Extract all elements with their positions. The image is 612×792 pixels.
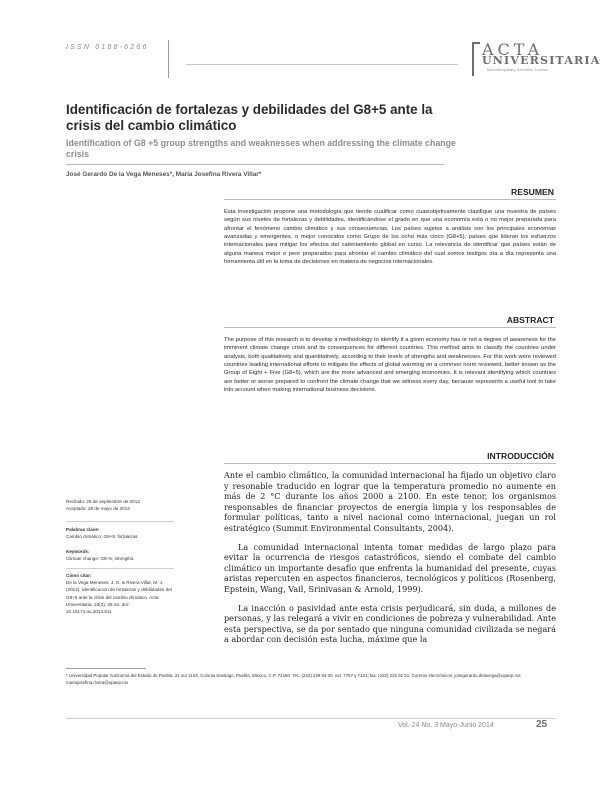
issn-label: ISSN 0188-6266: [66, 44, 149, 51]
article-title: Identificación de fortalezas y debilidades del G8+5 ante la crisis del cambio climático: [66, 102, 433, 133]
resumen-paragraph: Esta investigación propone una metodología que tiende cualificar como cuasiobjetivamente clasifique una muestra de países según sus niveles de fortalezas y debilidades, identificándose el grado en que una economía está o no mejor preparada para afrontar el fenómeno cambio climático y sus consecuencias. Los países sujetos a análisis son los principales economías avanzadas y emergentes, o mejor conocidos como Grupo de los ocho más cinco (G8+5), países que lideran los esfuerzos internacionales para mitigar los efectos del calentamiento global en curso. La relevancia de identificar qué países están de alguna manera mejor o peor preparados para afrontar el cambio climático del cual somos testigos día a día representa una herramienta útil en la toma de decisiones en materia de negocios internacionales.: [224, 209, 556, 266]
intro-paragraph-1: Ante el cambio climático, la comunidad internacional ha fijado un objetivo claro y resonable traducido en lograr que la temperatura promedio no aumente en más de 2 °C durante los años 2000 a 2100. En este tenor, los organismos responsables de financiar proyectos de energía limpia y los responsables de formular políticas, tanto a nivel nacional como internacional, juegan un rol estratégico (Summit Environmental Consultants, 2004).: [224, 470, 556, 533]
footer-rule: [66, 718, 556, 719]
logo-bracket: [472, 42, 480, 76]
abstract-paragraph: The purpose of this research is to develop a methodology to identify if a given economy has or not a degree of awareness for the imminent climate change crisis and its consequences for different countries. This method aims to classify the countries under analysis, both qualitatively and quantitatively, according to their levels of strengths and weaknesses. For this work were reviewed countries leading international efforts to mitigate the effects of global warming on a common norm reviewed, better known as the Group of Eight + Five (G8+5), which are the more advanced and emerging economies. It is relevant identifying which countries are better or worse prepared to confront the climate change that we witness every day, because represents a useful tool to take into account when making international business decisions.: [224, 337, 556, 394]
keywords-en: Climate change; G8+5; strengths.: [66, 556, 135, 562]
issue-info: Vol. 24 No. 3 Mayo-Junio 2014: [398, 722, 494, 729]
cite-label: Cómo citar:: [66, 573, 92, 578]
intro-paragraph-3: La inacción o pasividad ante esta crisis perjudicará, sin duda, a millones de personas, y las relegará a vivir en condiciones de pobreza y vulnerabilidad. Ante esta perspectiva, se da por sentado que ninguna comunidad civilizada se negará a abordar con decisión esta lucha, máxime que la: [224, 602, 556, 645]
side-rule-2: [66, 568, 174, 569]
intro-text: [224, 470, 556, 653]
resumen-text: [224, 208, 556, 266]
logo-universitaria: UNIVERSITARIA: [482, 54, 601, 67]
cite-text: De la Vega Meneses, J. G. & Rivera Villar, M. J. (2014). Identificación de fortalezas y debilidades del G8+5 ante la crisis del cambio climático. Acta Universitaria, 24(3), 25-34. doi: 10.15174.au.2014.511: [66, 580, 172, 615]
footnote: * Universidad Popular Autónoma del Estado de Puebla. 21 sur 1103, Colonia Santiago, Puebla, México, C.P. 72160. Tel.: (222) 229 94 00, ext. 7757 y 7421; fax: (222) 232 52 51. Correos electrónicos: josegerardo.delavega@upaep.mx; mariajosefina.rivera@upaep.mx: [66, 673, 522, 686]
title-rule: [66, 164, 444, 165]
side-rule-1: [66, 521, 174, 522]
logo-subtitle: Multidisciplinary Scientific Journal: [487, 68, 548, 72]
abstract-text: [224, 336, 556, 394]
logo-acta: ACTA: [482, 40, 544, 59]
keywords-es-label: Palabras clave:: [66, 527, 100, 532]
abstract-heading: ABSTRACT: [506, 315, 554, 325]
intro-rule: [224, 463, 556, 464]
intro-paragraph-2: La comunidad internacional intenta tomar medidas de largo plazo para evitar la ocurrencia de riesgos catastróficos, siendo el combate del cambio climático un importante desafío que enfrenta la humanidad del presente, cuyas aristas repercuten en aspectos financieros, tecnológicos y políticos (Rosenberg, Epstein, Wang, Vail, Srinivasan & Arnold, 1999).: [224, 541, 556, 594]
keywords-es: Cambio climático; G8+5; fortalezas.: [66, 534, 139, 540]
keywords-en-block: [66, 548, 174, 562]
received-date: Recibido: 25 de septiembre de 2013: [66, 499, 140, 504]
dates-block: [66, 498, 174, 512]
resumen-heading: RESUMEN: [511, 187, 554, 197]
authors: José Gerardo De la Vega Meneses*, María Josefina Rivera Villar*: [66, 171, 262, 178]
accepted-date: Aceptado: 28 de mayo de 2014: [66, 506, 130, 512]
page-number: 25: [536, 719, 548, 730]
keywords-en-label: Keywords:: [66, 549, 90, 554]
header-divider: [168, 40, 169, 78]
footnote-rule: [66, 668, 146, 669]
keywords-es-block: [66, 526, 174, 540]
journal-logo: [470, 34, 601, 78]
header-rule: [186, 64, 458, 65]
intro-heading: INTRODUCCIÓN: [487, 451, 554, 461]
article-subtitle: Identification of G8 +5 group strengths and weaknesses when addressing the climate change crisis: [66, 138, 456, 159]
resumen-rule: [224, 199, 556, 200]
cite-block: [66, 572, 174, 615]
abstract-rule: [224, 327, 556, 328]
